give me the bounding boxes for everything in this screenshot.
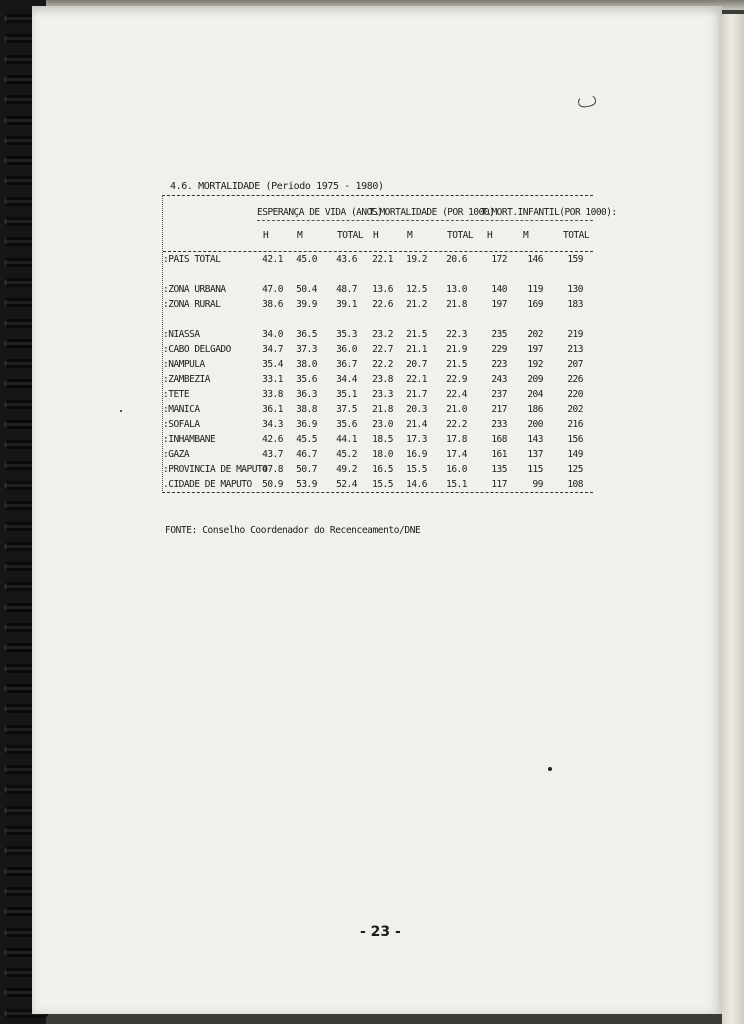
table-cell: 34.0 (262, 329, 283, 340)
table-cell: 38.6 (262, 299, 283, 310)
table-cell: 43.7 (262, 449, 283, 460)
table-cell: 22.4 (446, 389, 467, 400)
spacer-row (163, 312, 593, 327)
table-cell: 137 (527, 449, 543, 460)
table-cell: 99 (532, 479, 543, 490)
table-cell: 140 (491, 284, 507, 295)
table-cell: 204 (527, 389, 543, 400)
table-cell: 243 (491, 374, 507, 385)
table-cell: 14.6 (406, 479, 427, 490)
table-cell: 15.5 (372, 479, 393, 490)
table-row (163, 342, 593, 357)
table-cell: 197 (491, 299, 507, 310)
column-header: TOTAL (447, 230, 474, 241)
table-cell: 21.8 (446, 299, 467, 310)
table-cell: 21.9 (446, 344, 467, 355)
table-cell: 53.9 (296, 479, 317, 490)
table-cell: 18.5 (372, 434, 393, 445)
row-label: :ZONA URBANA (163, 284, 226, 295)
table-cell: 233 (491, 419, 507, 430)
table-cell: 217 (491, 404, 507, 415)
table-cell: 36.5 (296, 329, 317, 340)
table-row (163, 357, 593, 372)
column-header: M (523, 230, 529, 241)
table-cell: 125 (567, 464, 583, 475)
table-cell: 130 (567, 284, 583, 295)
table-cell: 146 (527, 254, 543, 265)
table-cell: 50.7 (296, 464, 317, 475)
table-cell: 15.5 (406, 464, 427, 475)
table-cell: 38.8 (296, 404, 317, 415)
table-cell: 45.5 (296, 434, 317, 445)
table-cell: 22.7 (372, 344, 393, 355)
table-cell: 34.7 (262, 344, 283, 355)
table-cell: 17.3 (406, 434, 427, 445)
table-row (163, 447, 593, 462)
row-label: :PAIS TOTAL (163, 254, 221, 265)
table-row (163, 462, 593, 477)
table-cell: 226 (567, 374, 583, 385)
table-cell: 23.8 (372, 374, 393, 385)
table-cell: 17.8 (446, 434, 467, 445)
table-cell: 197 (527, 344, 543, 355)
table-cell: 186 (527, 404, 543, 415)
table-cell: 46.7 (296, 449, 317, 460)
table-cell: 22.3 (446, 329, 467, 340)
table-cell: 18.0 (372, 449, 393, 460)
infant-mortality-header: T.MORT.INFANTIL(POR 1000): (481, 207, 617, 218)
table-cell: 168 (491, 434, 507, 445)
table-cell: 22.1 (406, 374, 427, 385)
column-header: TOTAL (563, 230, 590, 241)
table-cell: 36.0 (336, 344, 357, 355)
table-cell: 207 (567, 359, 583, 370)
table-cell: 20.6 (446, 254, 467, 265)
table-cell: 21.5 (406, 329, 427, 340)
table-cell: 42.6 (262, 434, 283, 445)
table-cell: 117 (491, 479, 507, 490)
table-cell: 20.3 (406, 404, 427, 415)
table-cell: 13.6 (372, 284, 393, 295)
table-cell: 115 (527, 464, 543, 475)
table-cell: 35.1 (336, 389, 357, 400)
table-cell: 20.7 (406, 359, 427, 370)
table-cell: 156 (567, 434, 583, 445)
column-header: H (373, 230, 379, 241)
table-cell: 49.2 (336, 464, 357, 475)
table-cell: 21.8 (372, 404, 393, 415)
table-cell: 12.5 (406, 284, 427, 295)
mortality-rate-header: T.MORTALIDADE (POR 1000) (369, 207, 495, 218)
table-cell: 47.0 (262, 284, 283, 295)
table-cell: 229 (491, 344, 507, 355)
table-cell: 22.2 (372, 359, 393, 370)
table-cell: 15.1 (446, 479, 467, 490)
table-cell: 37.3 (296, 344, 317, 355)
table-cell: 35.6 (336, 419, 357, 430)
table-cell: 34.3 (262, 419, 283, 430)
life-expectancy-header: ESPERANÇA DE VIDA (ANOS) (257, 207, 383, 218)
page-stack-edge (722, 14, 744, 1024)
table-cell: 39.9 (296, 299, 317, 310)
table-cell: 223 (491, 359, 507, 370)
table-row (163, 402, 593, 417)
row-label: :NAMPULA (163, 359, 205, 370)
table-cell: 13.0 (446, 284, 467, 295)
table-cell: 34.4 (336, 374, 357, 385)
table-cell: 50.4 (296, 284, 317, 295)
table-cell: 23.2 (372, 329, 393, 340)
table-body (163, 252, 593, 492)
table-cell: 21.0 (446, 404, 467, 415)
table-cell: 36.7 (336, 359, 357, 370)
table-cell: 219 (567, 329, 583, 340)
table-cell: 47.8 (262, 464, 283, 475)
table-cell: 36.3 (296, 389, 317, 400)
table-row (163, 282, 593, 297)
table-cell: 16.0 (446, 464, 467, 475)
ink-speck (548, 767, 552, 771)
table-cell: 143 (527, 434, 543, 445)
table-cell: 220 (567, 389, 583, 400)
table-cell: 21.1 (406, 344, 427, 355)
table-cell: 169 (527, 299, 543, 310)
table-cell: 22.1 (372, 254, 393, 265)
table-cell: 35.6 (296, 374, 317, 385)
row-label: :SOFALA (163, 419, 200, 430)
table-cell: 119 (527, 284, 543, 295)
column-header: H (487, 230, 493, 241)
table-cell: 39.1 (336, 299, 357, 310)
row-label: :NIASSA (163, 329, 200, 340)
table-cell: 36.1 (262, 404, 283, 415)
table-cell: 17.4 (446, 449, 467, 460)
table-cell: 216 (567, 419, 583, 430)
table-cell: 35.4 (262, 359, 283, 370)
table-cell: 172 (491, 254, 507, 265)
table-cell: 16.5 (372, 464, 393, 475)
table-cell: 21.2 (406, 299, 427, 310)
table-source-note: FONTE: Conselho Coordenador do Recenceamento/DNE (165, 525, 421, 536)
table-row (163, 387, 593, 402)
table-row (163, 327, 593, 342)
table-title: 4.6. MORTALIDADE (Periodo 1975 - 1980) (170, 181, 384, 192)
table-cell: 50.9 (262, 479, 283, 490)
column-header: M (297, 230, 303, 241)
table-cell: 235 (491, 329, 507, 340)
table-cell: 21.5 (446, 359, 467, 370)
table-cell: 36.9 (296, 419, 317, 430)
table-cell: 45.0 (296, 254, 317, 265)
table-cell: 48.7 (336, 284, 357, 295)
table-row (163, 432, 593, 447)
table-cell: 22.9 (446, 374, 467, 385)
table-cell: 42.1 (262, 254, 283, 265)
table-cell: 22.2 (446, 419, 467, 430)
table-cell: 209 (527, 374, 543, 385)
table-row (163, 372, 593, 387)
column-header: TOTAL (337, 230, 364, 241)
table-cell: 33.1 (262, 374, 283, 385)
table-cell: 149 (567, 449, 583, 460)
table-cell: 21.7 (406, 389, 427, 400)
table-row (163, 252, 593, 267)
row-label: :ZAMBEZIA (163, 374, 210, 385)
document-page (32, 6, 722, 1014)
table-cell: 159 (567, 254, 583, 265)
table-cell: 108 (567, 479, 583, 490)
table-cell: 135 (491, 464, 507, 475)
table-cell: 52.4 (336, 479, 357, 490)
ink-speck (120, 410, 122, 412)
row-label: :TETE (163, 389, 190, 400)
table-cell: 202 (567, 404, 583, 415)
row-label: :ZONA RURAL (163, 299, 221, 310)
table-cell: 237 (491, 389, 507, 400)
table-row (163, 477, 593, 492)
table-cell: 44.1 (336, 434, 357, 445)
table-cell: 192 (527, 359, 543, 370)
table-cell: 23.3 (372, 389, 393, 400)
table-cell: 161 (491, 449, 507, 460)
column-header: M (407, 230, 413, 241)
table-sub-header (257, 220, 593, 251)
table-cell: 21.4 (406, 419, 427, 430)
table-cell: 213 (567, 344, 583, 355)
row-label: :GAZA (163, 449, 190, 460)
table-cell: 33.8 (262, 389, 283, 400)
table-cell: 16.9 (406, 449, 427, 460)
table-cell: 35.3 (336, 329, 357, 340)
table-cell: 19.2 (406, 254, 427, 265)
table-cell: 23.0 (372, 419, 393, 430)
table-row (163, 417, 593, 432)
mortality-table (162, 195, 617, 493)
row-label: :INHAMBANE (163, 434, 216, 445)
table-cell: 202 (527, 329, 543, 340)
spacer-row (163, 267, 593, 282)
row-label: :CABO DELGADO (163, 344, 231, 355)
table-cell: 43.6 (336, 254, 357, 265)
table-cell: 22.6 (372, 299, 393, 310)
table-cell: 45.2 (336, 449, 357, 460)
row-label: :MANICA (163, 404, 200, 415)
table-cell: 38.0 (296, 359, 317, 370)
page-number: - 23 - (360, 924, 401, 940)
column-header: H (263, 230, 269, 241)
row-label: :PROVINCIA DE MAPUTO (163, 464, 268, 475)
table-row (163, 297, 593, 312)
table-cell: 37.5 (336, 404, 357, 415)
row-label: .CIDADE DE MAPUTO (163, 479, 252, 490)
table-cell: 183 (567, 299, 583, 310)
table-cell: 200 (527, 419, 543, 430)
table-group-header (163, 196, 617, 220)
